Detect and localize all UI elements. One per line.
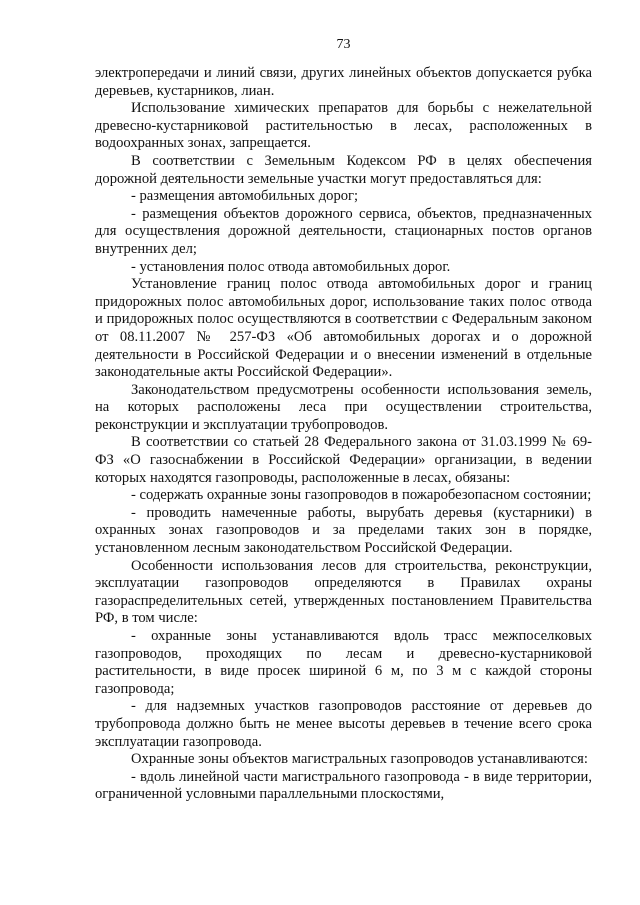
page-number: 73 [336,37,351,52]
list-item-cutting: - проводить намеченные работы, вырубать деревья (кустарники) в охранных зонах газопроводов и за пределами таких зон в порядке, установленном лесным законодательством Российской Федерации. [95,504,592,557]
paragraph-main-pipelines: Охранные зоны объектов магистральных газопроводов устанавливаются: [131,751,588,768]
list-item-fire-safe: - содержать охранные зоны газопроводов в пожаробезопасном состоянии; [131,487,592,504]
list-item-road-service: - размещения объектов дорожного сервиса, объектов, предназначенных для осуществления дорожной деятельности, стационарных постов органов внутренних дел; [95,205,592,257]
list-item-overhead-sections: - для надземных участков газопроводов расстояние от деревьев до трубопровода должно быть не менее высоты деревьев в течение всего срока эксплуатации газопровода. [95,698,592,750]
list-item-linear-part: - вдоль линейной части магистрального газопровода - в виде территории, ограниченной условными параллельными плоскостями, [95,768,592,803]
paragraph-land-code: В соответствии с Земельным Кодексом РФ в целях обеспечения дорожной деятельности земельные участки могут предоставляться для: [95,152,592,187]
list-item-right-of-way: - установления полос отвода автомобильных дорог. [131,258,451,275]
paragraph-pipelines: Законодательством предусмотрены особенности использования земель, на которых расположены леса при осуществлении строительства, реконструкции и эксплуатации трубопроводов. [95,381,592,433]
paragraph-chemicals: Использование химических препаратов для борьбы с нежелательной древесно-кустарниковой растительностью в лесах, расположенных в водоохранных зонах, запрещается. [95,100,592,152]
document-body [95,65,592,804]
paragraph-federal-law-69: В соответствии со статьей 28 Федерального закона от 31.03.1999 № 69-ФЗ «О газоснабжении в Российской Федерации» организации, в ведении которых находятся газопроводы, расположенные в лесах, обязаны: [95,434,592,486]
list-item-protection-zones: - охранные зоны устанавливаются вдоль трасс межпоселковых газопроводов, проходящих по лесам и древесно-кустарниковой растительности, в виде просек шириной 6 м, по 3 м с каждой стороны газопровода; [95,628,592,697]
list-item-roads: - размещения автомобильных дорог; [131,188,359,205]
paragraph-gas-rules: Особенности использования лесов для строительства, реконструкции, эксплуатации газопроводов определяются в Правилах охраны газораспределительных сетей, утвержденных постановлением Правительства РФ, в том числе: [95,557,592,627]
paragraph-federal-law-257: Установление границ полос отвода автомобильных дорог и границ придорожных полос автомобильных дорог, использование таких полос отвода и придорожных полос осуществляются в соответствии с Федеральным законом от 08.11.2007 № 257-ФЗ «Об автомобильных дорогах и о дорожной деятельности в Российской Федерации и о внесении изменений в отдельные законодательные акты Российской Федерации». [95,276,592,381]
paragraph-continuation: электропередачи и линий связи, других линейных объектов допускается рубка деревьев, кустарников, лиан. [95,65,592,99]
